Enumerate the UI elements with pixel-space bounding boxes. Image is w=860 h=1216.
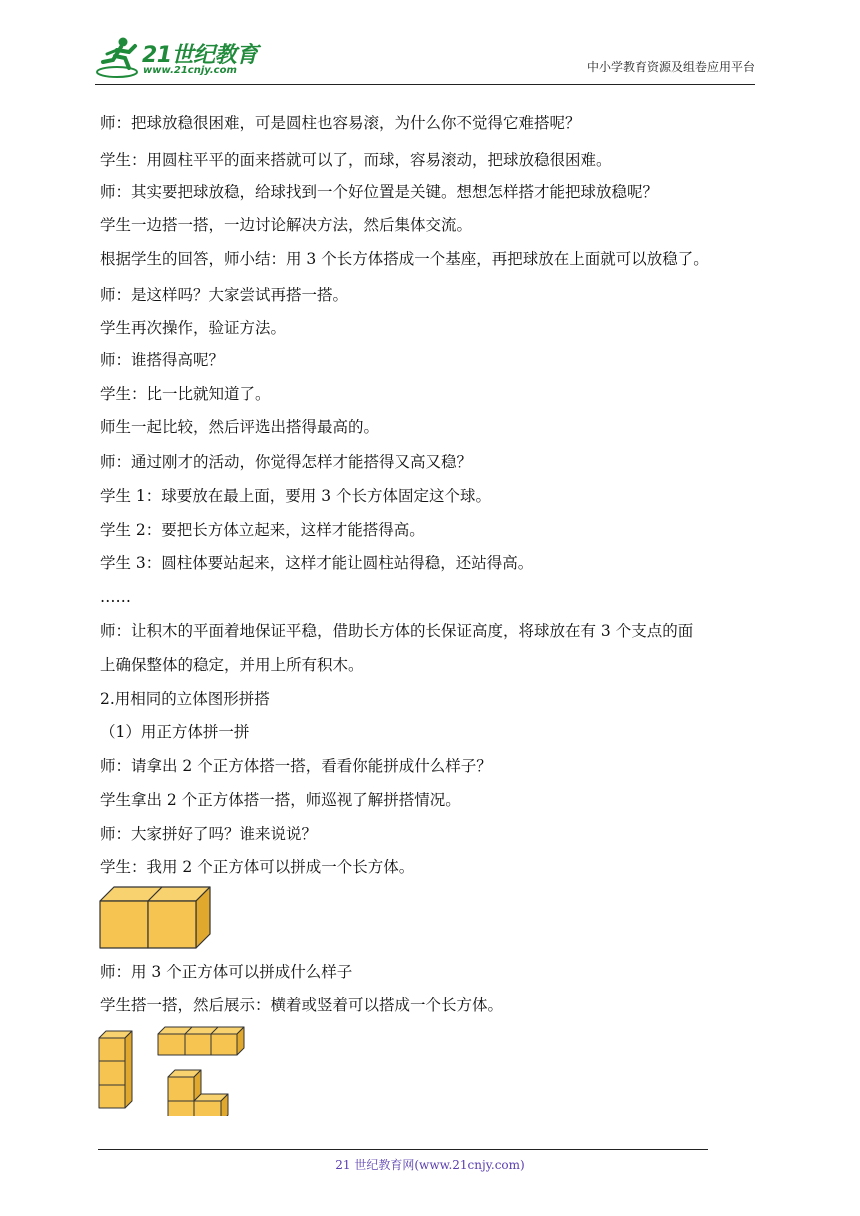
paragraph: 师：通过刚才的活动，你觉得怎样才能搭得又高又稳？ (100, 453, 473, 471)
paragraph: 学生：我用 2 个正方体可以拼成一个长方体。 (100, 858, 415, 876)
paragraph: 师：其实要把球放稳，给球找到一个好位置是关键。想想怎样搭才能把球放稳呢？ (100, 183, 659, 201)
paragraph: 学生 3：圆柱体要站起来，这样才能让圆柱站得稳，还站得高。 (100, 554, 534, 572)
footer-divider (98, 1149, 708, 1150)
paragraph: 上确保整体的稳定，并用上所有积木。 (100, 656, 364, 674)
paragraph: 学生拿出 2 个正方体搭一搭，师巡视了解拼搭情况。 (100, 791, 461, 809)
paragraph: 师：用 3 个正方体可以拼成什么样子 (100, 963, 353, 981)
paragraph: 学生再次操作，验证方法。 (100, 319, 287, 337)
two-cube-figure (96, 882, 216, 954)
paragraph: 师生一起比较，然后评选出搭得最高的。 (100, 418, 380, 436)
paragraph: 学生搭一搭，然后展示：横着或竖着可以搭成一个长方体。 (100, 996, 504, 1014)
paragraph: 师：请拿出 2 个正方体搭一搭，看看你能拼成什么样子？ (100, 757, 492, 775)
platform-title: 中小学教育资源及组卷应用平台 (586, 60, 755, 74)
subsection-heading: （1）用正方体拼一拼 (100, 723, 250, 741)
paragraph: 学生一边搭一搭，一边讨论解决方法，然后集体交流。 (100, 216, 473, 234)
page-header (95, 30, 755, 86)
logo[interactable] (95, 34, 265, 80)
paragraph: 学生 1：球要放在最上面，要用 3 个长方体固定这个球。 (100, 487, 492, 505)
paragraph: 师：把球放稳很困难，可是圆柱也容易滚，为什么你不觉得它难搭呢？ (100, 114, 581, 132)
paragraph: 学生：用圆柱平平的面来搭就可以了，而球，容易滚动，把球放稳很困难。 (100, 151, 612, 169)
paragraph: …… (100, 588, 131, 606)
paragraph: 学生 2：要把长方体立起来，这样才能搭得高。 (100, 521, 425, 539)
logo-url: www.21cnjy.com (143, 65, 237, 76)
three-cube-figures (94, 1024, 254, 1116)
paragraph: 师：大家拼好了吗？谁来说说？ (100, 825, 318, 843)
logo-text: 21世纪教育 (142, 43, 258, 68)
header-divider (95, 84, 755, 85)
paragraph: 根据学生的回答，师小结：用 3 个长方体搭成一个基座，再把球放在上面就可以放稳了。 (100, 250, 709, 268)
paragraph: 学生：比一比就知道了。 (100, 385, 271, 403)
paragraph: 师：让积木的平面着地保证平稳，借助长方体的长保证高度，将球放在有 3 个支点的面 (100, 622, 694, 640)
paragraph: 师：是这样吗？大家尝试再搭一搭。 (100, 286, 349, 304)
section-heading: 2.用相同的立体图形拼搭 (100, 690, 270, 708)
footer-text[interactable]: 21 世纪教育网(www.21cnjy.com) (335, 1158, 525, 1172)
running-figure-icon (95, 34, 143, 80)
paragraph: 师：谁搭得高呢？ (100, 351, 225, 369)
